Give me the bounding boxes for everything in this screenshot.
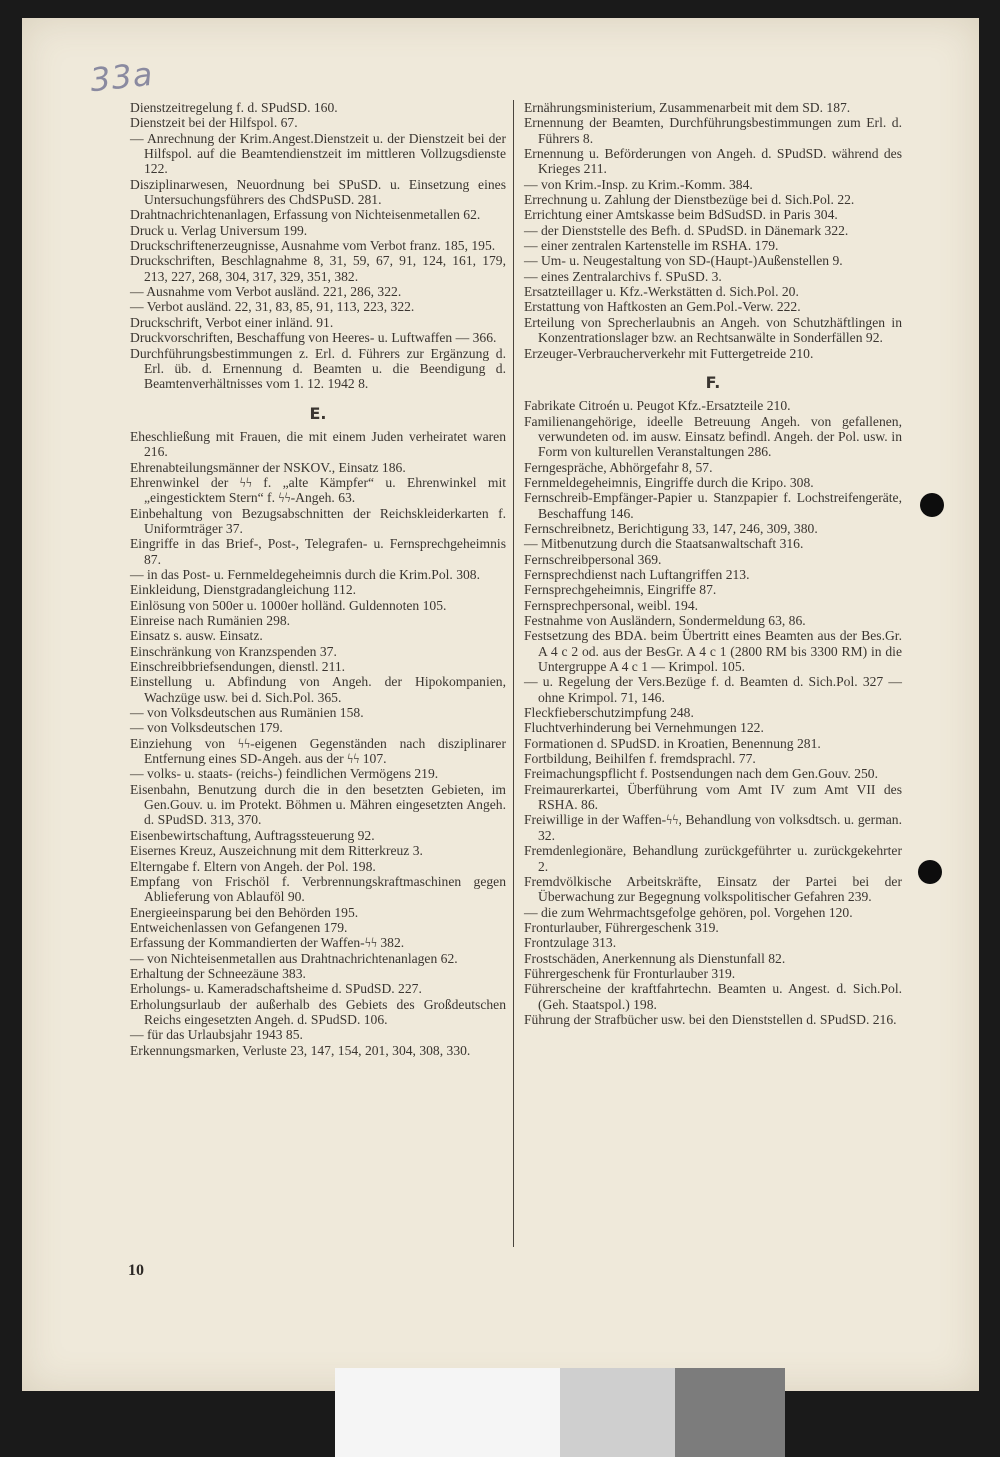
entry-group-f (524, 398, 902, 1027)
index-entry: Festnahme von Ausländern, Sondermeldung 63, 86. (524, 613, 806, 628)
index-entry: — für das Urlaubsjahr 1943 85. (130, 1027, 303, 1043)
handwritten-page-mark: 33a (88, 54, 156, 100)
index-entry: Erstattung von Haftkosten an Gem.Pol.-Verw. 222. (524, 299, 801, 315)
index-entry: Fabrikate Citroén u. Peugot Kfz.-Ersatzteile 210. (524, 398, 791, 414)
index-entry: Einziehung von ϟϟ-eigenen Gegenständen nach disziplinarer Entfernung eines SD-Angeh. aus der ϟϟ 107. (130, 735, 506, 767)
index-entry: Dienstzeit bei der Hilfspol. 67. (130, 115, 298, 131)
index-entry: Erteilung von Sprecherlaubnis an Angeh. von Schutzhäftlingen in Konzentrationslager bzw. an Rechtsanwälte in Sonderfällen 92. (524, 314, 902, 346)
index-entry: Entweichenlassen von Gefangenen 179. (130, 919, 348, 935)
index-entry: Einkleidung, Dienstgradangleichung 112. (130, 582, 357, 598)
section-letter-e: E. (309, 403, 327, 423)
punch-hole (918, 860, 942, 884)
index-entry: Ernährungsministerium, Zusammenarbeit mit dem SD. 187. (524, 100, 851, 115)
index-entry: Erzeuger-Verbraucherverkehr mit Futtergetreide 210. (524, 345, 814, 361)
index-entry: — von Volksdeutschen 179. (130, 720, 283, 736)
index-entry: Ehrenwinkel der ϟϟ f. „alte Kämpfer“ u. Ehrenwinkel mit „eingesticktem Stern“ f. ϟϟ-Angeh. 63. (130, 474, 506, 506)
index-entry: Führerscheine der kraftfahrtechn. Beamten u. Angest. d. Sich.Pol. (Geh. Staatspol.) 198. (524, 981, 902, 1012)
index-entry: Druckschriftenerzeugnisse, Ausnahme vom Verbot franz. 185, 195. (130, 238, 496, 254)
column-divider (513, 100, 514, 1247)
index-entry: Fernsprechpersonal, weibl. 194. (524, 597, 699, 613)
index-entry: Drahtnachrichtenanlagen, Erfassung von Nichteisenmetallen 62. (130, 207, 481, 223)
section-letter-f: F. (705, 372, 721, 392)
index-entry: Eisenbewirtschaftung, Auftragssteuerung 92. (130, 827, 375, 843)
index-entry: Einschreibbriefsendungen, dienstl. 211. (130, 659, 346, 675)
index-entry: Eisenbahn, Benutzung durch die in den besetzten Gebieten, im Gen.Gouv. u. im Protekt. Böhmen u. Mähren eingesetzten Angeh. d. SPudSD. 313, 370. (130, 781, 506, 828)
index-entry: — u. Regelung der Vers.Bezüge f. d. Beamten d. Sich.Pol. 327 — ohne Krimpol. 71, 146. (524, 674, 902, 705)
index-entry: — Anrechnung der Krim.Angest.Dienstzeit u. der Dienstzeit bei der Hilfspol. auf die Beamtendienstzeit im mittleren Vollzugsdienste 122. (130, 130, 506, 177)
index-entry: Fremdvölkische Arbeitskräfte, Einsatz der Partei bei der Überwachung zur Begegnung volkspolitischer Gefahren 239. (524, 873, 902, 905)
index-entry: Energieeinsparung bei den Behörden 195. (130, 904, 359, 920)
index-entry: — Mitbenutzung durch die Staatsanwaltschaft 316. (524, 536, 804, 552)
index-entry: Formationen d. SPudSD. in Kroatien, Benennung 281. (524, 735, 821, 751)
index-entry: — volks- u. staats- (reichs-) feindlichen Vermögens 219. (130, 766, 439, 782)
index-entry: Fleckfieberschutzimpfung 248. (524, 705, 694, 721)
index-entry: Fernschreib-Empfänger-Papier u. Stanzpapier f. Lochstreifengeräte, Beschaffung 146. (524, 490, 902, 521)
index-entry: — Verbot ausländ. 22, 31, 83, 85, 91, 113, 223, 322. (130, 299, 415, 315)
index-entry: Elterngabe f. Eltern von Angeh. der Pol. 198. (130, 858, 376, 874)
index-entry: Erhaltung der Schneezäune 383. (130, 965, 306, 981)
index-entry: — von Nichteisenmetallen aus Drahtnachrichtenanlagen 62. (130, 950, 458, 966)
color-calibration-patch (335, 1368, 560, 1457)
index-entry: Freimachungspflicht f. Postsendungen nach dem Gen.Gouv. 250. (524, 766, 879, 782)
index-entry: Erholungsurlaub der außerhalb des Gebiets des Großdeutschen Reichs eingesetzten Angeh. d. SPudSD. 106. (130, 996, 506, 1027)
entry-group-e-continued (524, 100, 902, 361)
index-entry: Durchführungsbestimmungen z. Erl. d. Führers zur Ergänzung d. Erl. üb. d. Ernennung d. Beamten u. die Beendigung d. Beamtenverhältnisses vom 1. 12. 1942 8. (130, 345, 506, 392)
index-entry: Einschränkung von Kranzspenden 37. (130, 643, 337, 659)
index-entry: Festsetzung des BDA. beim Übertritt eines Beamten aus der Bes.Gr. A 4 c 2 od. aus der BesGr. A 4 c 1 (2800 RM bis 3300 RM) in die Untergruppe A 4 c 1 — Krimpol. 105. (524, 628, 902, 675)
index-entry: Dienstzeitregelung f. d. SPudSD. 160. (130, 100, 338, 115)
index-entry: Fernmeldegeheimnis, Eingriffe durch die Kripo. 308. (524, 474, 814, 490)
index-entry: Eingriffe in das Brief-, Post-, Telegrafen- u. Fernsprechgeheimnis 87. (130, 536, 506, 567)
index-entry: Freimaurerkartei, Überführung vom Amt IV zum Amt VII des RSHA. 86. (524, 781, 902, 813)
index-entry: — der Dienststelle des Befh. d. SPudSD. in Dänemark 322. (524, 222, 849, 238)
index-entry: Ehrenabteilungsmänner der NSKOV., Einsatz 186. (130, 459, 406, 475)
index-entry: Führergeschenk für Fronturlauber 319. (524, 965, 736, 981)
index-entry: Fernsprechdienst nach Luftangriffen 213. (524, 566, 750, 582)
index-entry: — die zum Wehrmachtsgefolge gehören, pol. Vorgehen 120. (524, 904, 853, 920)
index-entry: Fernschreibpersonal 369. (524, 551, 662, 567)
index-entry: Einstellung u. Abfindung von Angeh. der Hipokompanien, Wachzüge usw. bei d. Sich.Pol. 365. (130, 674, 506, 705)
index-entry: Disziplinarwesen, Neuordnung bei SPuSD. u. Einsetzung eines Untersuchungsführers des ChdSPuSD. 281. (130, 176, 506, 208)
index-entry: Empfang von Frischöl f. Verbrennungskraftmaschinen gegen Ablieferung von Ablauföl 90. (130, 873, 506, 905)
index-entry: — Ausnahme vom Verbot ausländ. 221, 286, 322. (130, 284, 402, 300)
index-entry: Erholungs- u. Kameradschaftsheime d. SPudSD. 227. (130, 981, 422, 997)
index-entry: Erkennungsmarken, Verluste 23, 147, 154, 201, 304, 308, 330. (130, 1042, 471, 1058)
index-entry: — von Krim.-Insp. zu Krim.-Komm. 384. (524, 176, 753, 192)
index-entry: Einlösung von 500er u. 1000er holländ. Guldennoten 105. (130, 597, 447, 613)
index-entry: Ferngespräche, Abhörgefahr 8, 57. (524, 459, 713, 475)
index-entry: Ernennung der Beamten, Durchführungsbestimmungen zum Erl. d. Führers 8. (524, 115, 902, 146)
index-entry: — einer zentralen Kartenstelle im RSHA. 179. (524, 238, 779, 254)
index-entry: Druck u. Verlag Universum 199. (130, 222, 308, 238)
index-entry: Druckschriften, Beschlagnahme 8, 31, 59, 67, 91, 124, 161, 179, 213, 227, 268, 304, 317, 329, 351, 382. (130, 253, 506, 284)
index-entry: Fronturlauber, Führergeschenk 319. (524, 919, 719, 935)
index-entry: Familienangehörige, ideelle Betreuung Angeh. von gefallenen, verwundeten od. im ausw. Einsatz befindl. Angeh. der Pol. usw. in Form von kulturellen Veranstaltungen 286. (524, 413, 902, 460)
index-entry: Einsatz s. ausw. Einsatz. (130, 628, 263, 644)
index-entry: Errichtung einer Amtskasse beim BdSudSD. in Paris 304. (524, 207, 838, 223)
color-calibration-patch (560, 1368, 675, 1457)
index-entry: Druckvorschriften, Beschaffung von Heeres- u. Luftwaffen — 366. (130, 330, 497, 346)
index-column-right (524, 100, 902, 1027)
index-entry: Frostschäden, Anerkennung als Dienstunfall 82. (524, 950, 786, 966)
color-calibration-patch (675, 1368, 785, 1457)
index-entry: Fernsprechgeheimnis, Eingriffe 87. (524, 582, 717, 598)
index-entry: — in das Post- u. Fernmeldegeheimnis durch die Krim.Pol. 308. (130, 566, 480, 582)
index-entry: Einbehaltung von Bezugsabschnitten der Reichskleiderkarten f. Uniformträger 37. (130, 505, 506, 536)
index-entry: — eines Zentralarchivs f. SPuSD. 3. (524, 268, 722, 284)
index-entry: Druckschrift, Verbot einer inländ. 91. (130, 314, 334, 330)
index-entry: Einreise nach Rumänien 298. (130, 613, 291, 628)
index-entry: Ernennung u. Beförderungen von Angeh. d. SPudSD. während des Krieges 211. (524, 146, 902, 177)
index-entry: Erfassung der Kommandierten der Waffen-ϟϟ 382. (130, 935, 405, 951)
index-column-left (130, 100, 506, 1058)
index-entry: — von Volksdeutschen aus Rumänien 158. (130, 705, 364, 721)
index-entry: Ersatzteillager u. Kfz.-Werkstätten d. Sich.Pol. 20. (524, 284, 799, 300)
index-entry: Eisernes Kreuz, Auszeichnung mit dem Ritterkreuz 3. (130, 843, 423, 859)
index-entry: Fernschreibnetz, Berichtigung 33, 147, 246, 309, 380. (524, 520, 818, 536)
index-entry: Frontzulage 313. (524, 935, 617, 951)
index-entry: Fremdenlegionäre, Behandlung zurückgeführter u. zurückgekehrter 2. (524, 843, 902, 874)
entry-group-d (130, 100, 506, 392)
index-entry: Fluchtverhinderung bei Vernehmungen 122. (524, 720, 764, 736)
page-number: 10 (128, 1262, 144, 1279)
punch-hole (920, 493, 944, 517)
index-entry: Eheschließung mit Frauen, die mit einem Juden verheiratet waren 216. (130, 428, 506, 460)
index-entry: Freiwillige in der Waffen-ϟϟ, Behandlung von volksdtsch. u. german. 32. (524, 812, 902, 843)
index-entry: — Um- u. Neugestaltung von SD-(Haupt-)Außenstellen 9. (524, 253, 843, 269)
index-entry: Führung der Strafbücher usw. bei den Dienststellen d. SPudSD. 216. (524, 1011, 897, 1027)
entry-group-e (130, 429, 506, 1058)
index-entry: Errechnung u. Zahlung der Dienstbezüge bei d. Sich.Pol. 22. (524, 192, 855, 208)
index-entry: Fortbildung, Beihilfen f. fremdsprachl. 77. (524, 751, 756, 767)
